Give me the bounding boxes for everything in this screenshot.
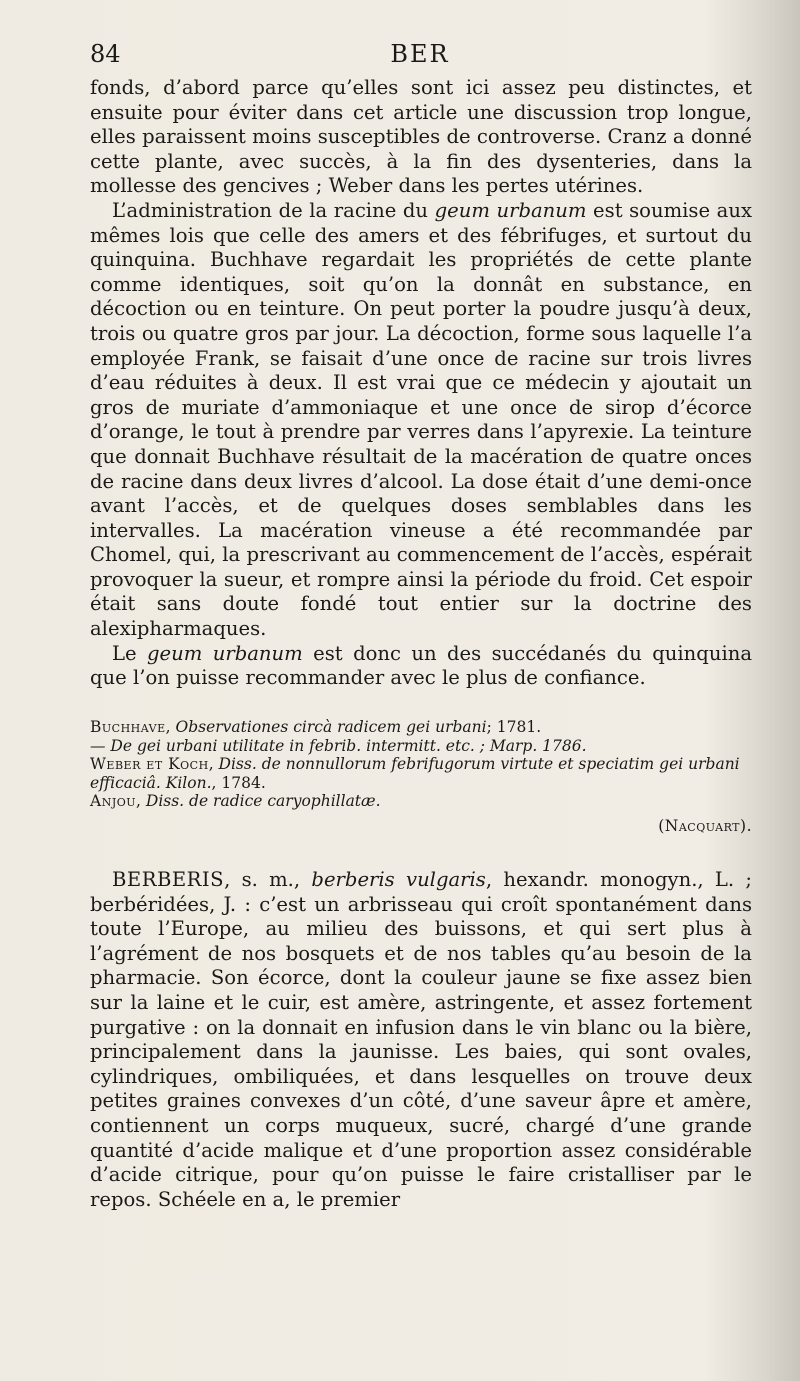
reference-2 bbox=[90, 737, 752, 756]
reference-3: Weber et Koch, Diss. de nonnullorum febrifugorum virtute et speciatim gei urbani efficaciâ. Kilon., 1784. bbox=[90, 755, 740, 792]
reference-4-author: Anjou bbox=[90, 792, 137, 810]
paragraph-2-rest: est soumise aux mêmes lois que celle des amers et des fébrifuges, et surtout du quinquina. Buchhave regardait les propriétés de cette plante comme identiques, soit qu’on la donnât en substance, en décoction ou en teinture. On peut porter la poudre jusqu’à deux, trois ou quatre gros par jour. La décoction, forme sous laquelle l’a employée Frank, se faisait d’une once de racine sur trois livres d’eau réduites à deux. Il est vrai que ce médecin y ajoutait un gros de muriate d’ammoniaque et une once de sirop d’écorce d’orange, le tout à prendre par verres dans l’apyrexie. La teinture que donnait Buchhave résultait de la macération de quatre onces de racine dans deux livres d’alcool. La dose était d’une demi-once avant l’accès, et de quelques doses semblables dans les intervalles. La macération vineuse a été recommandée par Chomel, qui, la prescrivant au commencement de l’accès, espérait provoquer la sueur, et rompre ainsi la période du froid. Cet espoir était sans doute fondé tout entier sur la doctrine des alexipharmaques. bbox=[90, 198, 752, 641]
entry-text: , hexandr. monogyn., L. ; berbéridées, J. : c’est un arbrisseau qui croît spontanément dans toute l’Europe, au milieu des buissons, et qui sert plus à l’agrément de nos bosquets et de nos tables qu’au besoin de la pharmacie. Son écorce, dont la couleur jaune se fixe assez bien sur la laine et le cuir, est amère, astringente, et assez fortement purgative : on la donnait en infusion dans le vin blanc ou la bière, principalement dans la jaunisse. Les baies, qui sont ovales, cylindriques, ombiliquées, et dans lesquelles on trouve deux petites graines convexes d’un côté, d’une saveur âpre et amère, contiennent un corps muqueux, sucré, chargé d’une grande quantité d’acide malique et d’une proportion assez considérable d’acide citrique, pour qu’on puisse le faire cristalliser par le repos. Schéele en a, le premier bbox=[90, 868, 753, 1211]
reference-1-title: Observationes circà radicem gei urbani bbox=[175, 718, 487, 736]
entry-paragraph bbox=[90, 868, 752, 1212]
paragraph-1: fonds, d’abord parce qu’elles sont ici assez peu distinctes, et ensuite pour éviter dans cet article une discussion trop longue, elles paraissent moins susceptibles de controverse. Cranz a donné cette plante, avec succès, à la fin des dysenteries, dans la mollesse des gencives ; Weber dans les pertes utérines. bbox=[90, 76, 752, 198]
paragraph-2-latin-term: geum urbanum bbox=[434, 198, 587, 222]
reference-3-title: Diss. de nonnullorum febrifugorum virtute et speciatim gei urbani efficaciâ. Kilon. bbox=[90, 755, 740, 792]
reference-3-author: Weber et Koch bbox=[90, 755, 209, 773]
paragraph-2 bbox=[90, 199, 752, 642]
paragraph-3 bbox=[90, 642, 752, 691]
reference-1-author: Buchhave bbox=[90, 718, 166, 736]
reference-4-title: Diss. de radice caryophillatæ. bbox=[145, 792, 381, 810]
dictionary-entry bbox=[90, 868, 752, 1212]
reference-1-tail: ; 1781. bbox=[486, 718, 542, 736]
reference-1: Buchhave, Observationes circà radicem gei urbani; 1781. bbox=[90, 718, 542, 736]
reference-4: Anjou, Diss. de radice caryophillatæ. bbox=[90, 792, 381, 810]
article-author: (Nacquart). bbox=[658, 816, 752, 835]
paragraph-3-rest: est donc un des succédanés du quinquina que l’on puisse recommander avec le plus de confiance. bbox=[90, 641, 753, 690]
entry-grammar: , s. m., bbox=[224, 868, 312, 891]
entry-headword: BERBERIS bbox=[112, 868, 225, 891]
entry-latin-name: berberis vulgaris bbox=[311, 868, 486, 891]
running-head: BER bbox=[390, 40, 450, 68]
reference-3-tail: , 1784. bbox=[211, 773, 266, 792]
reference-2-text: — De gei urbani utilitate in febrib. intermitt. etc. ; Marp. 1786. bbox=[90, 736, 587, 755]
page-header bbox=[90, 40, 750, 72]
paragraph-2-start: L’administration de la racine du bbox=[112, 198, 435, 222]
paragraph-3-latin-term: geum urbanum bbox=[147, 641, 303, 665]
bibliography bbox=[90, 718, 752, 835]
main-text bbox=[90, 76, 752, 691]
paragraph-3-start: Le bbox=[112, 641, 147, 665]
page-number: 84 bbox=[90, 40, 121, 68]
